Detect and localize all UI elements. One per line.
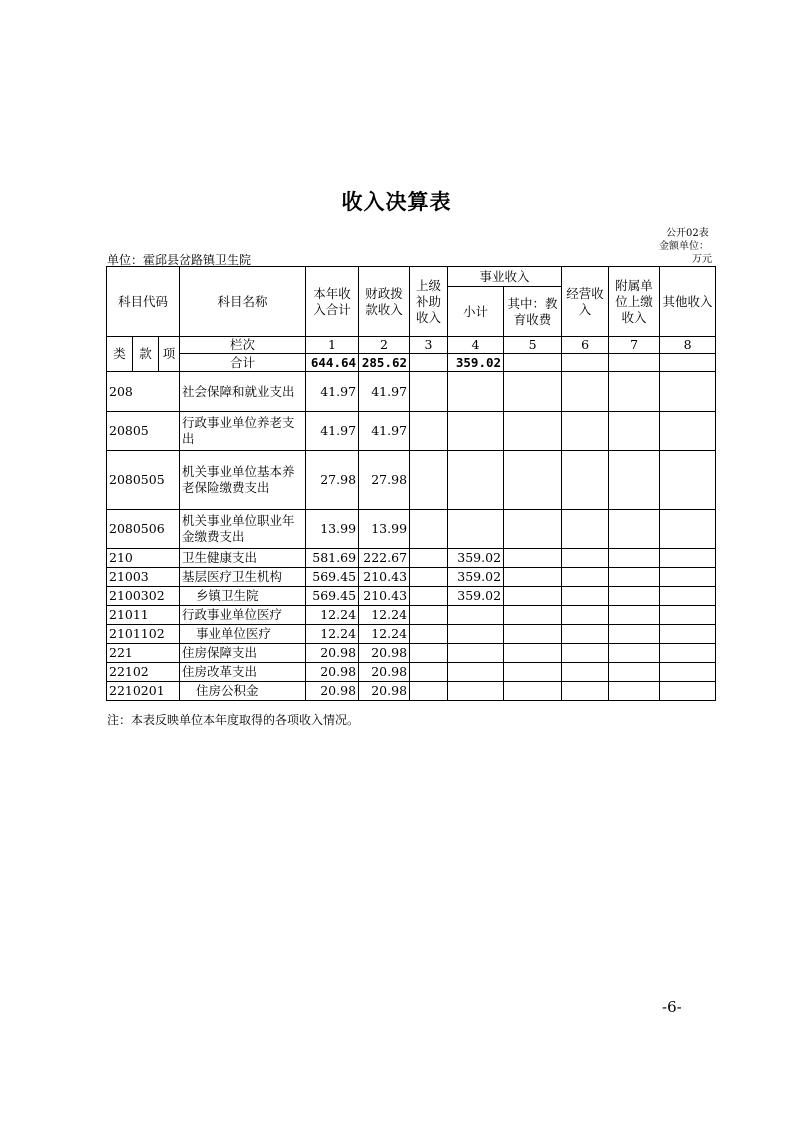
row-name: 机关事业单位基本养老保险缴费支出: [180, 451, 306, 510]
empty-cell: [660, 354, 716, 372]
col-number: 2: [359, 337, 410, 354]
page-number: -6-: [662, 998, 682, 1016]
row-fiscal: 20.98: [359, 644, 410, 663]
table-row: [107, 568, 716, 587]
table-row: [107, 606, 716, 625]
header-operating: 经营收入: [562, 267, 609, 337]
row-name: 事业单位医疗: [180, 625, 306, 644]
row-fiscal: 210.43: [359, 568, 410, 587]
header-superior: 上级补助收入: [410, 267, 448, 337]
table-row: [107, 412, 716, 451]
row-fiscal: 20.98: [359, 663, 410, 682]
page-title: 收入决算表: [341, 190, 452, 214]
row-name: 住房改革支出: [180, 663, 306, 682]
header-lei: 类: [107, 337, 133, 372]
row-fiscal: 12.24: [359, 606, 410, 625]
table-row: [107, 587, 716, 606]
empty-cell: [609, 354, 660, 372]
table-row: [107, 549, 716, 568]
row-subtotal: [448, 606, 504, 625]
col-number: 1: [306, 337, 359, 354]
col-number: 4: [448, 337, 504, 354]
row-code: 2100302: [107, 587, 180, 606]
row-subtotal: 359.02: [448, 568, 504, 587]
row-code: 210: [107, 549, 180, 568]
table-row: [107, 372, 716, 412]
row-subtotal: [448, 625, 504, 644]
row-name: 卫生健康支出: [180, 549, 306, 568]
row-subtotal: [448, 663, 504, 682]
amount-unit-label: 金额单位：: [659, 241, 709, 252]
row-code: 21011: [107, 606, 180, 625]
row-code: 2101102: [107, 625, 180, 644]
row-total: 20.98: [306, 644, 359, 663]
table-row: [107, 682, 716, 701]
col-number: 6: [562, 337, 609, 354]
row-code: 21003: [107, 568, 180, 587]
row-total: 41.97: [306, 372, 359, 412]
row-total: 41.97: [306, 412, 359, 451]
header-edu: 其中：教育收费: [504, 287, 562, 337]
row-name: 社会保障和就业支出: [180, 372, 306, 412]
row-total: 20.98: [306, 663, 359, 682]
table-row: [107, 625, 716, 644]
row-total: 581.69: [306, 549, 359, 568]
row-code: 221: [107, 644, 180, 663]
table-row: [107, 663, 716, 682]
row-fiscal: 41.97: [359, 412, 410, 451]
header-subtotal: 小计: [448, 287, 504, 337]
empty-cell: [562, 354, 609, 372]
total-subtotal-value: 359.02: [448, 354, 504, 372]
col-number: 7: [609, 337, 660, 354]
row-total: 20.98: [306, 682, 359, 701]
row-total: 12.24: [306, 606, 359, 625]
row-name: 基层医疗卫生机构: [180, 568, 306, 587]
table-note: 注：本表反映单位本年度取得的各项收入情况。: [107, 713, 360, 727]
header-xiang: 项: [159, 337, 180, 372]
row-total: 12.24: [306, 625, 359, 644]
row-subtotal: [448, 412, 504, 451]
row-code: 2210201: [107, 682, 180, 701]
col-number: 8: [660, 337, 716, 354]
row-code: 22102: [107, 663, 180, 682]
col-number: 3: [410, 337, 448, 354]
income-table: [106, 266, 716, 701]
total-label: 合计: [180, 354, 306, 372]
row-total: 569.45: [306, 568, 359, 587]
row-fiscal: 12.24: [359, 625, 410, 644]
header-subject-name: 科目名称: [180, 267, 306, 337]
row-fiscal: 41.97: [359, 372, 410, 412]
table-row: [107, 510, 716, 549]
row-total: 27.98: [306, 451, 359, 510]
row-code: 208: [107, 372, 180, 412]
row-fiscal: 222.67: [359, 549, 410, 568]
row-subtotal: [448, 682, 504, 701]
col-number: 5: [504, 337, 562, 354]
total-income-value: 644.64: [306, 354, 359, 372]
empty-cell: [504, 354, 562, 372]
header-subject-code: 科目代码: [107, 267, 180, 337]
header-other: 其他收入: [660, 267, 716, 337]
row-code: 20805: [107, 412, 180, 451]
table-row: [107, 451, 716, 510]
row-name: 行政事业单位养老支出: [180, 412, 306, 451]
row-fiscal: 27.98: [359, 451, 410, 510]
row-code: 2080505: [107, 451, 180, 510]
reporting-unit: 单位：霍邱县岔路镇卫生院: [107, 253, 252, 267]
row-name: 住房公积金: [180, 682, 306, 701]
header-affiliated: 附属单位上缴收入: [609, 267, 660, 337]
row-total: 13.99: [306, 510, 359, 549]
table-row: [107, 644, 716, 663]
header-business-group: 事业收入: [448, 267, 562, 287]
row-total: 569.45: [306, 587, 359, 606]
row-fiscal: 210.43: [359, 587, 410, 606]
total-fiscal-value: 285.62: [359, 354, 410, 372]
header-lanci: 栏次: [180, 337, 306, 354]
row-code: 2080506: [107, 510, 180, 549]
row-subtotal: [448, 372, 504, 412]
row-fiscal: 13.99: [359, 510, 410, 549]
row-name: 行政事业单位医疗: [180, 606, 306, 625]
row-fiscal: 20.98: [359, 682, 410, 701]
header-total-income: 本年收入合计: [306, 267, 359, 337]
header-fiscal: 财政拨款收入: [359, 267, 410, 337]
row-name: 乡镇卫生院: [180, 587, 306, 606]
row-name: 住房保障支出: [180, 644, 306, 663]
empty-cell: [410, 354, 448, 372]
row-subtotal: [448, 510, 504, 549]
row-subtotal: 359.02: [448, 587, 504, 606]
header-kuan: 款: [133, 337, 159, 372]
row-subtotal: [448, 451, 504, 510]
form-code: 公开02表: [666, 228, 709, 239]
row-name: 机关事业单位职业年金缴费支出: [180, 510, 306, 549]
row-subtotal: 359.02: [448, 549, 504, 568]
amount-unit-value: 万元: [692, 254, 712, 265]
row-subtotal: [448, 644, 504, 663]
